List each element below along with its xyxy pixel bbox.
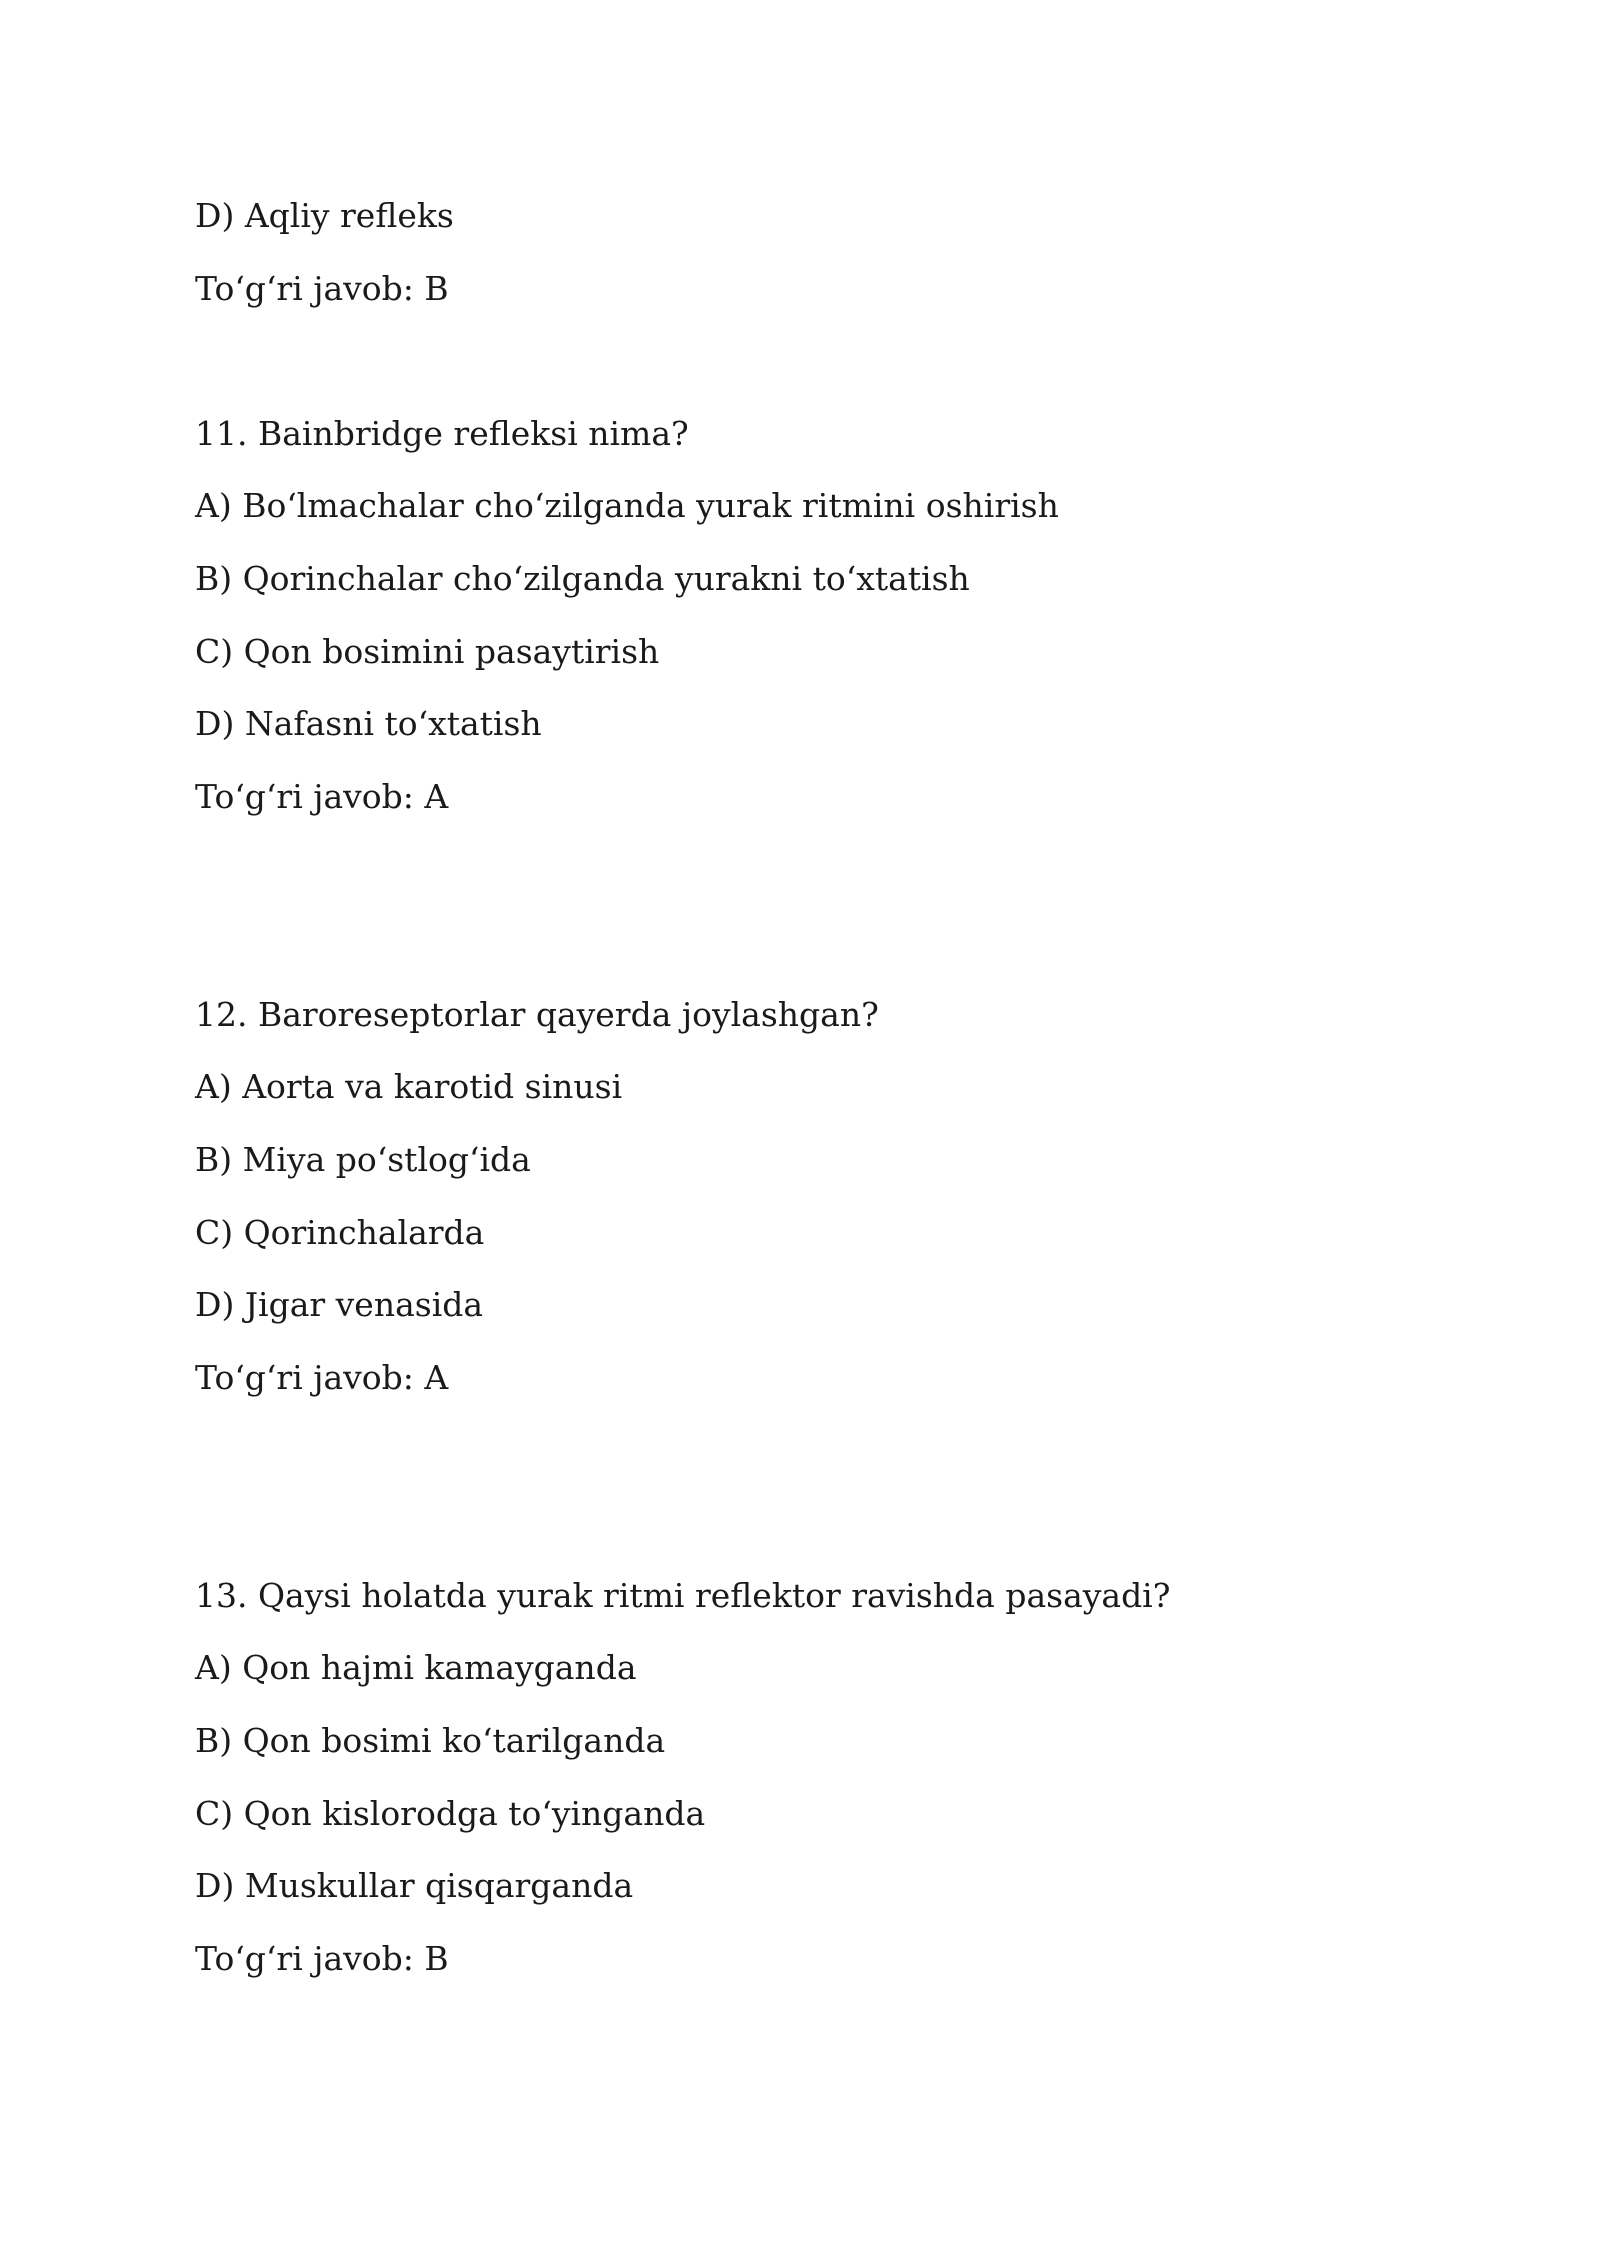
q12-question: 12. Baroreseptorlar qayerda joylashgan? (195, 995, 879, 1034)
q13-question: 13. Qaysi holatda yurak ritmi reflektor ravishda pasayadi? (195, 1576, 1171, 1615)
q11-question: 11. Bainbridge refleksi nima? (195, 414, 689, 453)
q12-option-b: B) Miya po‘stlog‘ida (195, 1140, 531, 1179)
q11-option-a: A) Bo‘lmachalar cho‘zilganda yurak ritmini oshirish (195, 486, 1059, 525)
q13-option-a: A) Qon hajmi kamayganda (195, 1648, 637, 1687)
q11-option-d: D) Nafasni to‘xtatish (195, 704, 542, 743)
q13-option-d: D) Muskullar qisqarganda (195, 1866, 634, 1905)
q13-correct-answer: To‘g‘ri javob: B (195, 1939, 449, 1978)
q12-option-d: D) Jigar venasida (195, 1285, 484, 1324)
q13-option-b: B) Qon bosimi ko‘tarilganda (195, 1721, 666, 1760)
q11-correct-answer: To‘g‘ri javob: A (195, 777, 449, 816)
q12-option-a: A) Aorta va karotid sinusi (195, 1067, 623, 1106)
q12-option-c: C) Qorinchalarda (195, 1213, 485, 1252)
q10-option-d: D) Aqliy refleks (195, 196, 454, 235)
q12-correct-answer: To‘g‘ri javob: A (195, 1358, 449, 1397)
q13-option-c: C) Qon kislorodga to‘yinganda (195, 1794, 706, 1833)
q11-option-c: C) Qon bosimini pasaytirish (195, 632, 660, 671)
q11-option-b: B) Qorinchalar cho‘zilganda yurakni to‘xtatish (195, 559, 970, 598)
q10-correct-answer: To‘g‘ri javob: B (195, 269, 449, 308)
